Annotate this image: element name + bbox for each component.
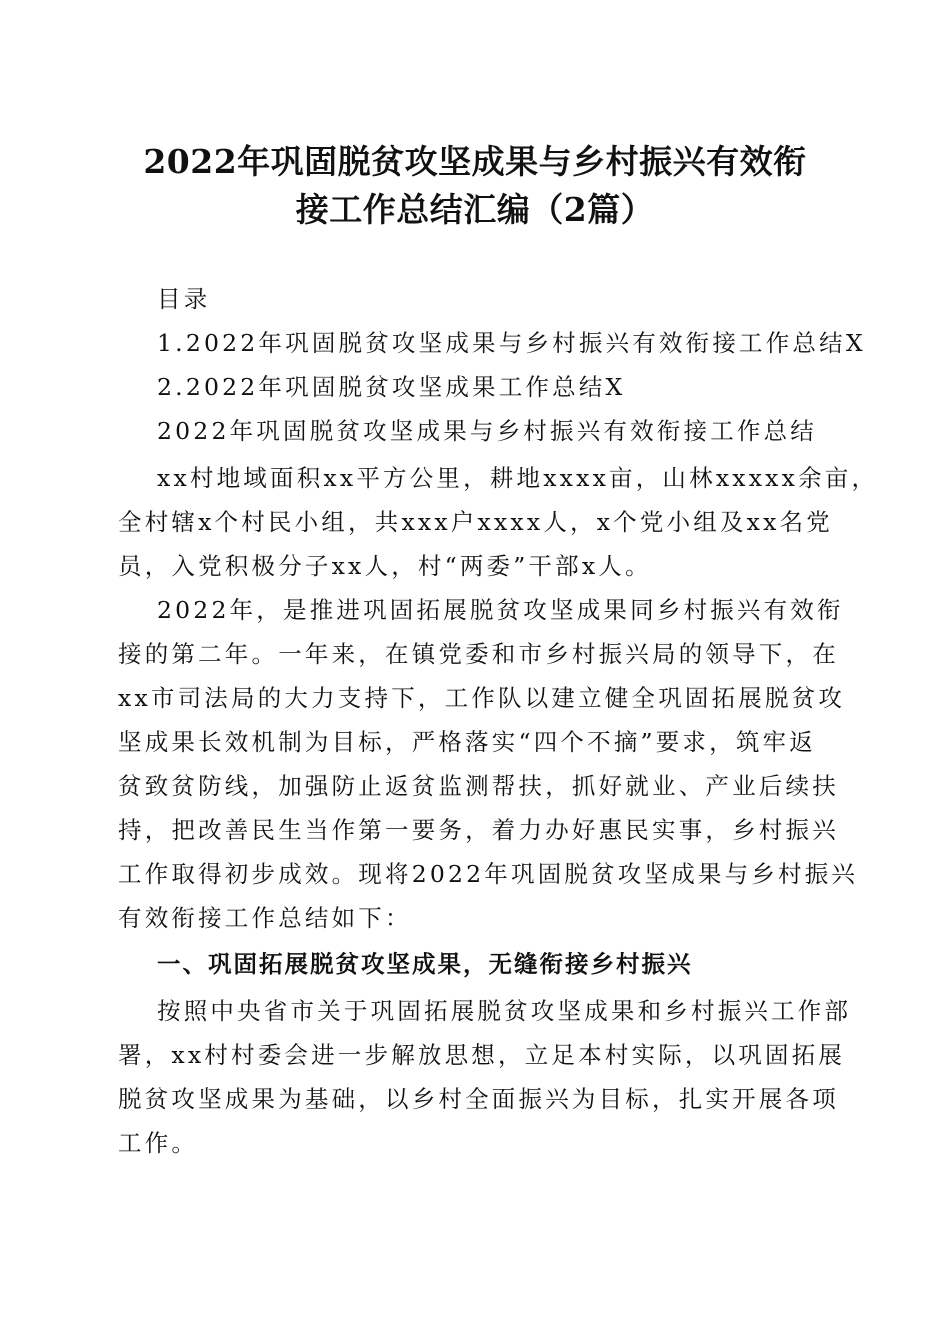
toc-item[interactable]: 2.2022年巩固脱贫攻坚成果工作总结X xyxy=(157,373,626,401)
paragraph-line: 2022年，是推进巩固拓展脱贫攻坚成果同乡村振兴有效衔 xyxy=(157,596,844,624)
toc-item[interactable]: 1.2022年巩固脱贫攻坚成果与乡村振兴有效衔接工作总结X xyxy=(157,329,866,357)
paragraph-line: 贫致贫防线，加强防止返贫监测帮扶，抓好就业、产业后续扶 xyxy=(118,772,839,800)
paragraph-line: 脱贫攻坚成果为基础，以乡村全面振兴为目标，扎实开展各项 xyxy=(118,1085,839,1113)
paragraph-line: 按照中央省市关于巩固拓展脱贫攻坚成果和乡村振兴工作部 xyxy=(157,997,852,1025)
paragraph-line: 坚成果长效机制为目标，严格落实“四个不摘”要求，筑牢返 xyxy=(118,728,816,756)
paragraph-line: 署，xx村村委会进一步解放思想，立足本村实际，以巩固拓展 xyxy=(118,1041,846,1069)
paragraph-line: xx市司法局的大力支持下，工作队以建立健全巩固拓展脱贫攻 xyxy=(118,684,846,712)
document-title-line-2: 接工作总结汇编（2篇） xyxy=(295,190,655,229)
toc-label: 目录 xyxy=(157,285,211,313)
paragraph-line: 全村辖x个村民小组，共xxx户xxxx人，x个党小组及xx名党 xyxy=(118,508,833,536)
paragraph-line: xx村地域面积xx平方公里，耕地xxxx亩，山林xxxxx余亩， xyxy=(157,464,879,492)
paragraph-line: 接的第二年。一年来，在镇党委和市乡村振兴局的领导下，在 xyxy=(118,640,839,668)
document-title-line-1: 2022年巩固脱贫攻坚成果与乡村振兴有效衔 xyxy=(143,142,807,181)
paragraph-line: 员，入党积极分子xx人，村“两委”干部x人。 xyxy=(118,552,652,580)
section-heading: 一、巩固拓展脱贫攻坚成果，无缝衔接乡村振兴 xyxy=(157,950,693,978)
paragraph-line: 工作取得初步成效。现将2022年巩固脱贫攻坚成果与乡村振兴 xyxy=(118,860,859,888)
section-subtitle: 2022年巩固脱贫攻坚成果与乡村振兴有效衔接工作总结 xyxy=(157,417,818,445)
paragraph-line: 持，把改善民生当作第一要务，着力办好惠民实事，乡村振兴 xyxy=(118,816,839,844)
paragraph-line: 有效衔接工作总结如下： xyxy=(118,904,412,932)
paragraph-line: 工作。 xyxy=(118,1129,199,1157)
